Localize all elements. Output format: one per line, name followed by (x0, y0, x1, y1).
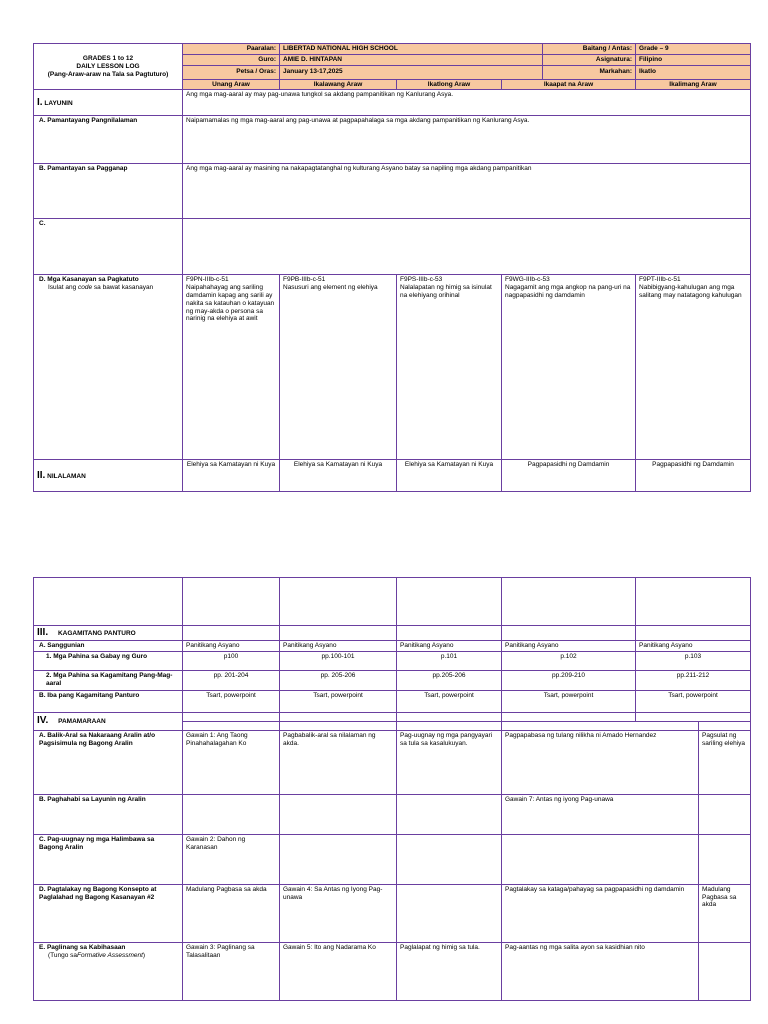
paghahabi-cell: Gawain 7: Antas ng iyong Pag-unawa (502, 794, 699, 834)
iba-pang-kagamitan-cell: Tsart, powerpoint (502, 690, 636, 712)
paglinang-label: E. Paglinang sa Kabihasaan (Tungo saFormative Assessment) (34, 942, 183, 1000)
blank-cell (699, 721, 751, 730)
blank-cell (397, 721, 502, 730)
pag-uugnay-cell (502, 834, 699, 884)
blank-cell (183, 712, 280, 721)
blank-cell (502, 712, 636, 721)
pagtalakay-cell: Madulang Pagbasa sa akda (699, 884, 751, 942)
lesson-log-table-top (33, 43, 751, 492)
paghahabi-cell (397, 794, 502, 834)
log-title: GRADES 1 to 12 DAILY LESSON LOG (Pang-Araw-araw na Tala sa Pagtuturo) (34, 44, 183, 90)
gabay-guro-cell: pp.100-101 (280, 651, 397, 670)
pamantayang-pangnilalaman-label: A. Pamantayang Pangnilalaman (34, 116, 183, 164)
pamantayan-pagganap-text: Ang mga mag-aaral ay masining na nakapagtatanghal ng kulturang Asyano batay sa napiling mga akdang pampanitikan (183, 164, 751, 219)
iba-pang-kagamitan-cell: Tsart, powerpoint (280, 690, 397, 712)
asignatura-value: Filipino (636, 54, 751, 65)
petsa-value: January 13-17,2025 (280, 65, 543, 79)
guro-value: AMIE D. HINTAPAN (280, 54, 543, 65)
nilalaman-cell: Elehiya sa Kamatayan ni Kuya (280, 460, 397, 492)
baitang-value: Grade – 9 (636, 44, 751, 55)
gabay-guro-cell: p.102 (502, 651, 636, 670)
section-pamamaraan: IV. PAMAMARAAN (34, 712, 183, 730)
kagamitang-mag-aaral-cell: pp.205-206 (397, 670, 502, 690)
paghahabi-label: B. Paghahabi sa Layunin ng Aralin (34, 794, 183, 834)
balik-aral-cell: Pagpapabasa ng tulang nilikha ni Amado Hernandez (502, 730, 699, 794)
day-header: Ikatlong Araw (397, 79, 502, 90)
markahan-value: Ikatlo (636, 65, 751, 79)
balik-aral-cell: Pagbabalik-aral sa nilalaman ng akda. (280, 730, 397, 794)
asignatura-label: Asignatura: (543, 54, 636, 65)
section-c-text (183, 219, 751, 275)
kasanayan-cell: F9PN-IIIb-c-51 Naipahahayag ang sariling damdamin kapag ang sarili ay nakita sa katauhan o katayuan ng may-akda o persona sa narinig na elehiya at awit (183, 275, 280, 460)
paglinang-cell (699, 942, 751, 1000)
day-header: Ikaapat na Araw (502, 79, 636, 90)
blank-cell (636, 578, 751, 626)
sanggunian-cell: Panitikang Asyano (636, 641, 751, 652)
kagamitang-mag-aaral-cell: pp.209-210 (502, 670, 636, 690)
nilalaman-cell: Elehiya sa Kamatayan ni Kuya (397, 460, 502, 492)
pagtalakay-label: D. Pagtalakay ng Bagong Konsepto at Paglalahad ng Bagong Kasanayan #2 (34, 884, 183, 942)
kagamitang-mag-aaral-label: 2. Mga Pahina sa Kagamitang Pang-Mag-aaral (34, 670, 183, 690)
blank-cell (280, 626, 397, 641)
layunin-text: Ang mga mag-aaral ay may pag-unawa tungkol sa akdang pampanitikan ng Kanlurang Asya. (183, 90, 751, 116)
blank-cell (397, 712, 502, 721)
kasanayan-cell: F9PS-IIIb-c-53 Nalalapatan ng himig sa isinulat na elehiyang orihinal (397, 275, 502, 460)
blank-cell (397, 626, 502, 641)
paaralan-value: LIBERTAD NATIONAL HIGH SCHOOL (280, 44, 543, 55)
paglinang-cell: Gawain 3: Paglinang sa Talasalitaan (183, 942, 280, 1000)
paghahabi-cell (699, 794, 751, 834)
gabay-guro-cell: p.103 (636, 651, 751, 670)
blank-cell (280, 721, 397, 730)
balik-aral-cell: Pag-uugnay ng mga pangyayari sa tula sa kasalukuyan. (397, 730, 502, 794)
day-header: Ikalawang Araw (280, 79, 397, 90)
paghahabi-cell (183, 794, 280, 834)
day-header: Ikalimang Araw (636, 79, 751, 90)
blank-cell (183, 578, 280, 626)
blank-cell (502, 626, 636, 641)
pamantayang-pangnilalaman-text: Naipamamalas ng mga mag-aaral ang pag-unawa at pagpapahalaga sa mga akdang pampanitikan ng Kanlurang Asya. (183, 116, 751, 164)
section-nilalaman: II. NILALAMAN (34, 460, 183, 492)
pagtalakay-cell: Gawain 4: Sa Antas ng Iyong Pag-unawa (280, 884, 397, 942)
section-c-label: C. (34, 219, 183, 275)
petsa-label: Petsa / Oras: (183, 65, 280, 79)
kasanayan-cell: F9PT-IIIb-c-51 Nabibigyang-kahulugan ang mga salitang may natatagong kahulugan (636, 275, 751, 460)
sanggunian-label: A. Sanggunian (34, 641, 183, 652)
pag-uugnay-cell: Gawain 2: Dahon ng Karanasan (183, 834, 280, 884)
blank-cell (34, 578, 183, 626)
blank-cell (502, 578, 636, 626)
iba-pang-kagamitan-cell: Tsart, powerpoint (636, 690, 751, 712)
kasanayan-label: D. Mga Kasanayan sa Pagkatuto Isulat ang code sa bawat kasanayan (34, 275, 183, 460)
pagtalakay-cell (397, 884, 502, 942)
paghahabi-cell (280, 794, 397, 834)
sanggunian-cell: Panitikang Asyano (502, 641, 636, 652)
nilalaman-cell: Pagpapasidhi ng Damdamin (636, 460, 751, 492)
sanggunian-cell: Panitikang Asyano (183, 641, 280, 652)
pag-uugnay-cell (280, 834, 397, 884)
pag-uugnay-label: C. Pag-uugnay ng mga Halimbawa sa Bagong Aralin (34, 834, 183, 884)
iba-pang-kagamitan-cell: Tsart, powerpoint (397, 690, 502, 712)
section-kagamitang-panturo: III. KAGAMITANG PANTURO (34, 626, 183, 641)
blank-cell (183, 721, 280, 730)
baitang-label: Baitang / Antas: (543, 44, 636, 55)
sanggunian-cell: Panitikang Asyano (280, 641, 397, 652)
kagamitang-mag-aaral-cell: pp.211-212 (636, 670, 751, 690)
gabay-guro-cell: p100 (183, 651, 280, 670)
pagtalakay-cell: Madulang Pagbasa sa akda (183, 884, 280, 942)
lesson-log-table-bottom (33, 577, 751, 1001)
iba-pang-kagamitan-label: B. Iba pang Kagamitang Panturo (34, 690, 183, 712)
guro-label: Guro: (183, 54, 280, 65)
pamantayan-pagganap-label: B. Pamantayan sa Pagganap (34, 164, 183, 219)
blank-cell (280, 712, 397, 721)
pagtalakay-cell: Pagtalakay sa kataga/pahayag sa pagpapasidhi ng damdamin (502, 884, 699, 942)
balik-aral-cell: Pagsulat ng sariling elehiya (699, 730, 751, 794)
kasanayan-cell: F9WG-IIIb-c-53 Nagagamit ang mga angkop na pang-uri na nagpapasidhi ng damdamin (502, 275, 636, 460)
day-header: Unang Araw (183, 79, 280, 90)
gabay-guro-label: 1. Mga Pahina sa Gabay ng Guro (34, 651, 183, 670)
iba-pang-kagamitan-cell: Tsart, powerpoint (183, 690, 280, 712)
nilalaman-cell: Elehiya sa Kamatayan ni Kuya (183, 460, 280, 492)
balik-aral-label: A. Balik-Aral sa Nakaraang Aralin at/o Pagsisimula ng Bagong Aralin (34, 730, 183, 794)
kagamitang-mag-aaral-cell: pp. 201-204 (183, 670, 280, 690)
nilalaman-cell: Pagpapasidhi ng Damdamin (502, 460, 636, 492)
markahan-label: Markahan: (543, 65, 636, 79)
paglinang-sub: (Tungo saFormative Assessment) (48, 951, 146, 959)
paaralan-label: Paaralan: (183, 44, 280, 55)
paglinang-cell: Paglalapat ng himig sa tula. (397, 942, 502, 1000)
blank-cell (502, 721, 699, 730)
blank-cell (280, 578, 397, 626)
kasanayan-cell: F9PB-IIIb-c-51 Nasusuri ang element ng elehiya (280, 275, 397, 460)
blank-cell (636, 626, 751, 641)
balik-aral-cell: Gawain 1: Ang Taong Pinahahalagahan Ko (183, 730, 280, 794)
kagamitang-mag-aaral-cell: pp. 205-206 (280, 670, 397, 690)
pag-uugnay-cell (699, 834, 751, 884)
blank-cell (183, 626, 280, 641)
sanggunian-cell: Panitikang Asyano (397, 641, 502, 652)
blank-cell (397, 578, 502, 626)
paglinang-cell: Pag-aantas ng mga salita ayon sa kasidhian nito (502, 942, 699, 1000)
pag-uugnay-cell (397, 834, 502, 884)
section-layunin: I. LAYUNIN (34, 90, 183, 116)
gabay-guro-cell: p.101 (397, 651, 502, 670)
paglinang-cell: Gawain 5: Ito ang Nadarama Ko (280, 942, 397, 1000)
blank-cell (636, 712, 751, 721)
kasanayan-sub: Isulat ang code sa bawat kasanayan (48, 284, 154, 292)
